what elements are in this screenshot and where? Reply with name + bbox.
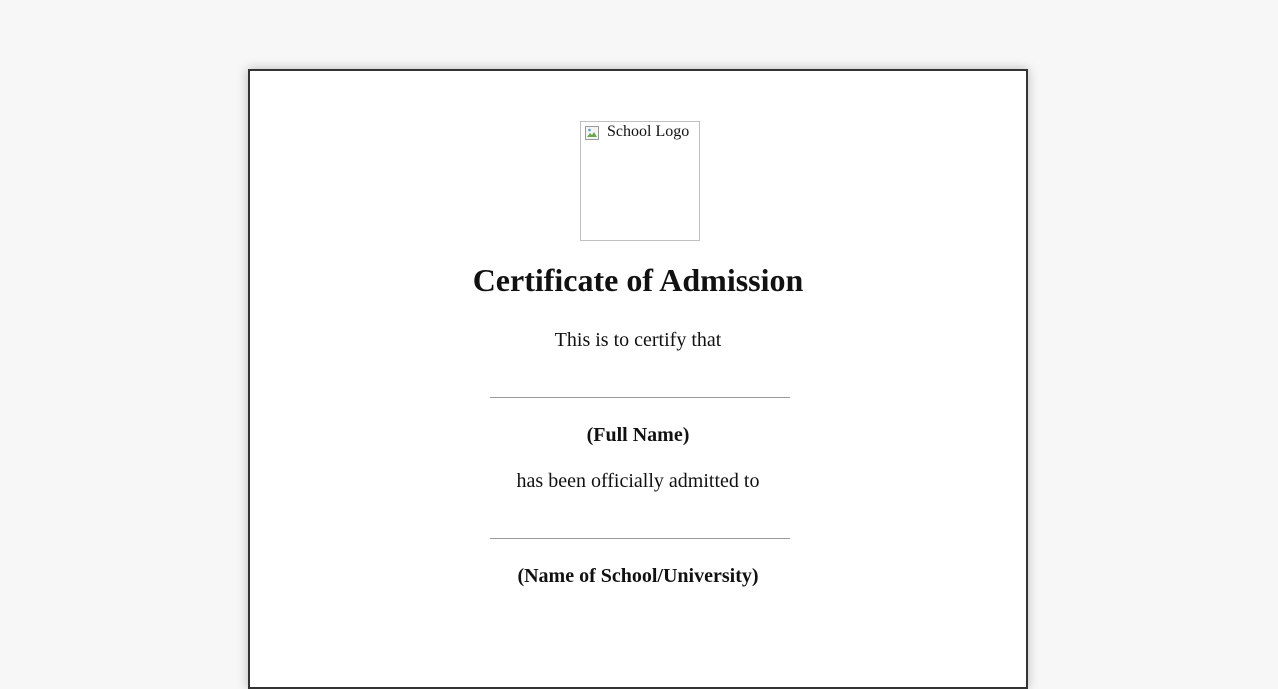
admitted-text: has been officially admitted to (516, 470, 760, 492)
full-name-line (490, 397, 790, 398)
certificate-card (248, 69, 1028, 689)
school-name-caption: (Name of School/University) (517, 565, 759, 587)
school-logo-alt-text: School Logo (607, 123, 690, 140)
broken-image-icon (585, 126, 599, 140)
certify-intro-text: This is to certify that (554, 329, 722, 351)
certificate-title: Certificate of Admission (472, 262, 804, 298)
full-name-caption: (Full Name) (586, 424, 690, 446)
school-name-line (490, 538, 790, 539)
school-logo (580, 121, 700, 241)
